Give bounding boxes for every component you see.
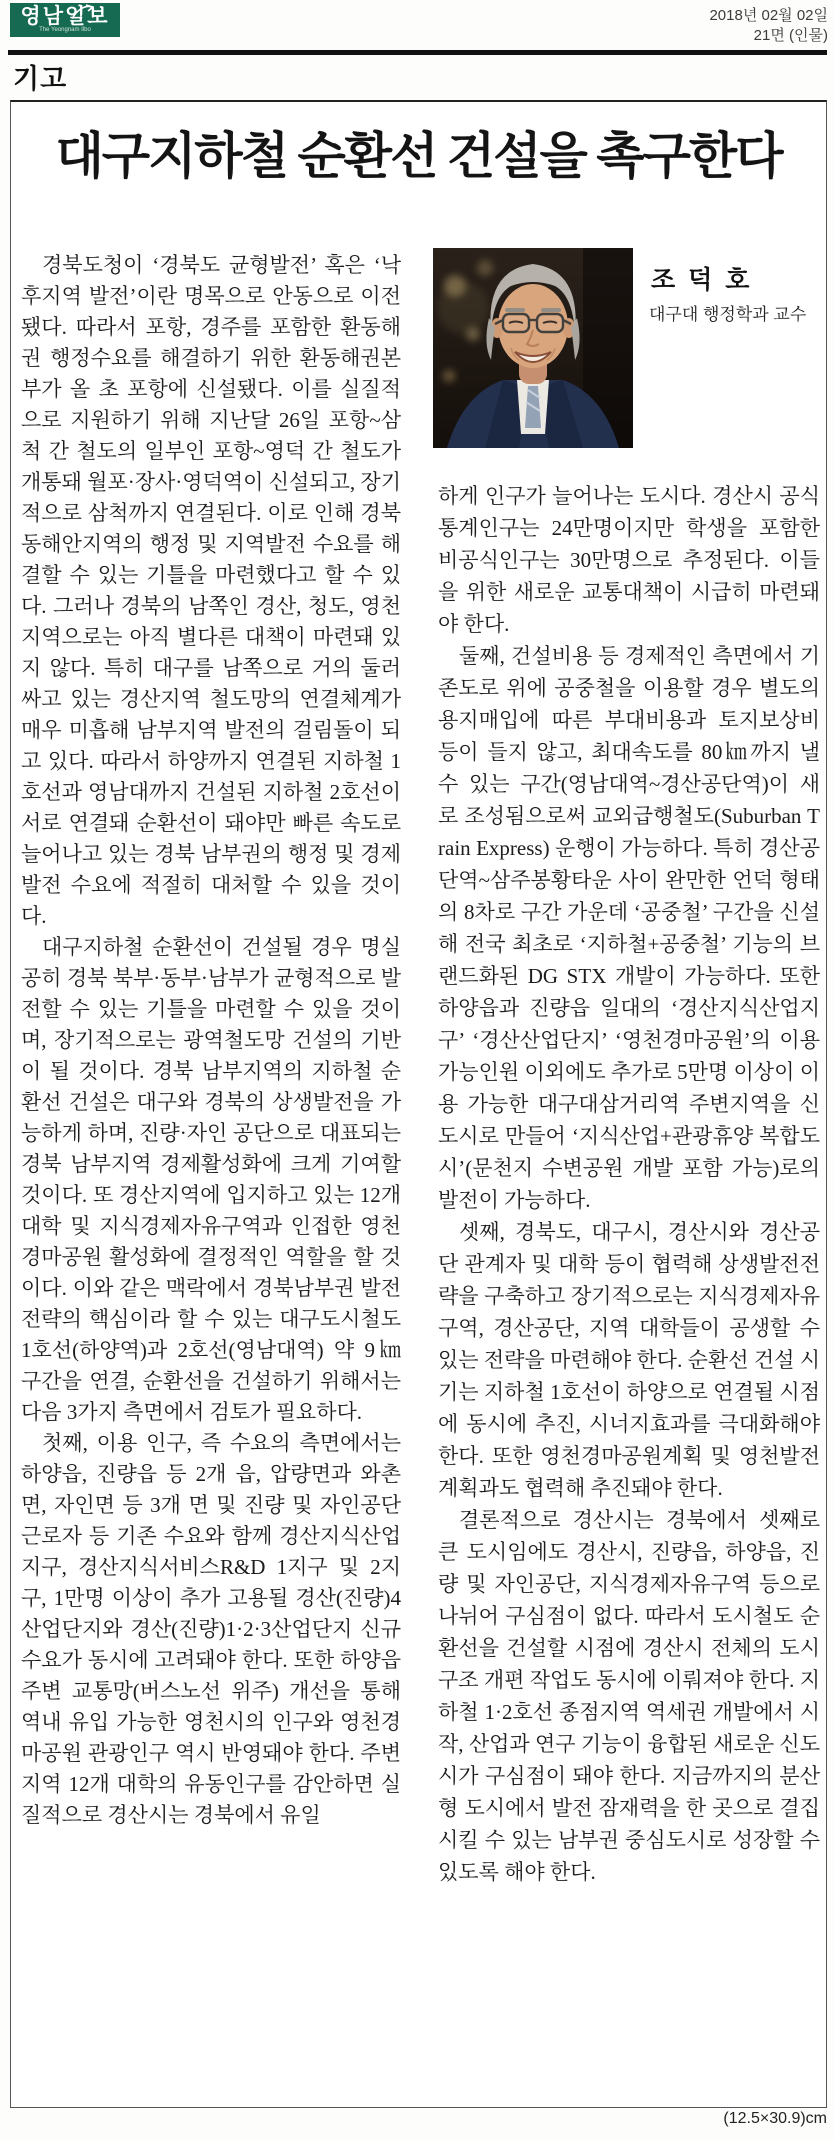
article-headline: 대구지하철 순환선 건설을 촉구한다	[55, 128, 782, 184]
article-paragraph: 하게 인구가 늘어나는 도시다. 경산시 공식통계인구는 24만명이지만 학생을 포함한 비공식인구는 30만명으로 추정된다. 이들을 위한 새로운 교통대책이 시급히 마련돼야 한다.	[438, 484, 820, 636]
logo-english-text: The Yeongnam Ilbo	[39, 27, 91, 33]
article-column-right	[438, 480, 820, 1888]
author-photo	[433, 248, 633, 448]
issue-page-section: 21면 (인물)	[753, 27, 828, 44]
author-name: 조 덕 호	[651, 266, 753, 294]
article-paragraph: 둘째, 건설비용 등 경제적인 측면에서 기존도로 위에 공중철을 이용할 경우 별도의 용지매입에 따른 부대비용과 토지보상비 등이 들지 않고, 최대속도를 80㎞까지 낼 수 있는 구간(영남대역~경산공단역)이 새로 조성됨으로써 교외급행철도(Suburban Train Express) 운행이 가능하다. 특히 경산공단역~삼주봉황타운 사이 완만한 언덕 형태의 8차로 구간 가운데 ‘공중철’ 구간을 신설해 전국 최초로 ‘지하철+공중철’ 기능의 브랜드화된 DG STX 개발이 가능하다. 또한 하양읍과 진량읍 일대의 ‘경산지식산업지구’ ‘경산산업단지’ ‘영천경마공원’의 이용가능인원 이외에도 추가로 5만명 이상이 이용 가능한 대구대삼거리역 주변지역을 신도시로 만들어 ‘지식산업+관광휴양 복합도시’(문천지 수변공원 개발 포함 가능)로의 발전이 가능하다.	[438, 644, 820, 1212]
issue-date-block	[709, 6, 828, 46]
article-paragraph: 경북도청이 ‘경북도 균형발전’ 혹은 ‘낙후지역 발전’이란 명목으로 안동으로 이전됐다. 따라서 포항, 경주를 포함한 환동해권 행정수요를 해결하기 위한 환동해권본부가 올 초 포항에 신설됐다. 이를 실질적으로 지원하기 위해 지난달 26일 포항~삼척 간 철도의 일부인 포항~영덕 간 철도가 개통돼 월포·장사·영덕역이 신설되고, 장기적으로 삼척까지 연결된다. 이로 인해 경북 동해안지역의 행정 및 지역발전 수요를 해결할 수 있는 기틀을 마련했다고 할 수 있다. 그러나 경북의 남쪽인 경산, 청도, 영천지역으로는 아직 별다른 대책이 마련돼 있지 않다. 특히 대구를 남쪽으로 거의 둘러싸고 있는 경산지역 철도망의 연결체계가 매우 미흡해 남부지역 발전의 걸림돌이 되고 있다. 따라서 하양까지 연결된 지하철 1호선과 영남대까지 건설된 지하철 2호선이 서로 연결돼 순환선이 돼야만 빠른 속도로 늘어나고 있는 경북 남부권의 행정 및 경제발전 수요에 적절히 대처할 수 있을 것이다.	[21, 253, 401, 928]
article-column-left	[21, 250, 401, 1831]
issue-date: 2018년 02월 02일	[709, 7, 828, 24]
header-divider	[8, 50, 827, 55]
article-paragraph: 셋째, 경북도, 대구시, 경산시와 경산공단 관계자 및 대학 등이 협력해 상생발전전략을 구축하고 장기적으로는 지식경제자유구역, 경산공단, 지역 대학들이 공생할 수 있는 전략을 마련해야 한다. 순환선 건설 시기는 지하철 1호선이 하양으로 연결될 시점에 동시에 추진, 시너지효과를 극대화해야 한다. 또한 영천경마공원계획 및 영천발전계획과도 협력해 추진돼야 한다.	[438, 1220, 820, 1500]
article-paragraph: 결론적으로 경산시는 경북에서 셋째로 큰 도시임에도 경산시, 진량읍, 하양읍, 진량 및 자인공단, 지식경제자유구역 등으로 나뉘어 구심점이 없다. 따라서 도시철도 순환선을 건설할 시점에 경산시 전체의 도시구조 개편 작업도 동시에 이뤄져야 한다. 지하철 1·2호선 종점지역 역세권 개발에서 시작, 산업과 연구 기능이 융합된 새로운 신도시가 구심점이 돼야 한다. 지금까지의 분산형 도시에서 발전 잠재력을 한 곳으로 결집시킬 수 있는 남부권 중심도시로 성장할 수 있도록 해야 한다.	[438, 1508, 820, 1884]
article-paragraph: 대구지하철 순환선이 건설될 경우 명실공히 경북 북부·동부·남부가 균형적으로 발전할 수 있는 기틀을 마련할 수 있을 것이며, 장기적으로는 광역철도망 건설의 기반이 될 것이다. 경북 남부지역의 지하철 순환선 건설은 대구와 경북의 상생발전을 가능하게 하며, 진량·자인 공단으로 대표되는 경북 남부지역 경제활성화에 크게 기여할 것이다. 또 경산지역에 입지하고 있는 12개 대학 및 지식경제자유구역과 인접한 영천 경마공원 활성화에 결정적인 역할을 할 것이다. 이와 같은 맥락에서 경북남부권 발전전략의 핵심이라 할 수 있는 대구도시철도 1호선(하양역)과 2호선(영남대역) 약 9㎞ 구간을 연결, 순환선을 건설하기 위해서는 다음 3가지 측면에서 검토가 필요하다.	[21, 935, 401, 1424]
article-paragraph: 첫째, 이용 인구, 즉 수요의 측면에서는 하양읍, 진량읍 등 2개 읍, 압량면과 와촌면, 자인면 등 3개 면 및 진량 및 자인공단 근로자 등 기존 수요와 함께 경산지식산업지구, 경산지식서비스R&D 1지구 및 2지구, 1만명 이상이 추가 고용될 경산(진량)4산업단지와 경산(진량)1·2·3산업단지 신규 수요가 동시에 고려돼야 한다. 또한 하양읍 주변 교통망(버스노선 위주) 개선을 통해 역내 유입 가능한 영천시의 인구와 영천경마공원 관광인구 역시 반영돼야 한다. 주변지역 12개 대학의 유동인구를 감안하면 실질적으로 경산시는 경북에서 유일	[21, 1431, 401, 1827]
logo-korean-text: 영남일보	[20, 5, 110, 28]
clipping-dimensions: (12.5×30.9)cm	[723, 2110, 827, 2127]
article-box	[10, 100, 827, 2108]
section-label: 기고	[13, 64, 68, 94]
newspaper-logo	[10, 3, 120, 37]
author-affiliation: 대구대 행정학과 교수	[649, 305, 807, 324]
